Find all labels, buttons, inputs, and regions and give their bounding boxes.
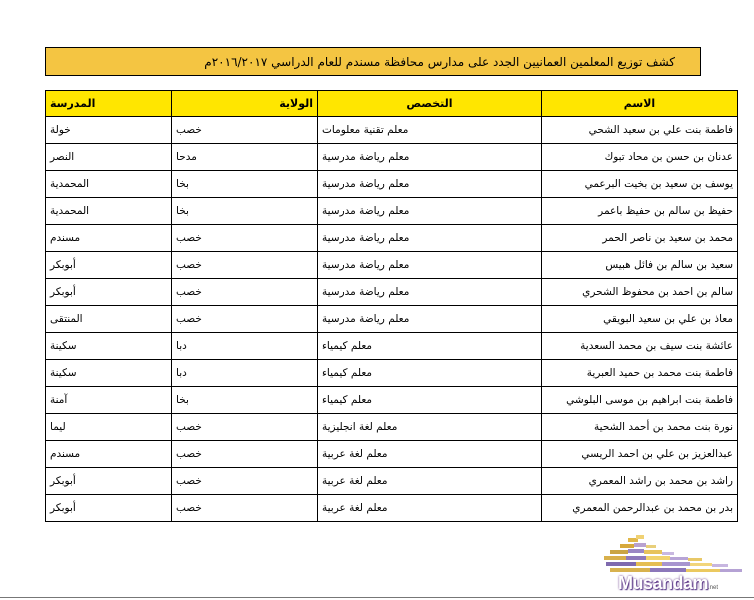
- cell-name: محمد بن سعيد بن ناصر الحمر: [542, 225, 738, 252]
- cell-school: آمنة: [46, 387, 172, 414]
- cell-wilayat: خصب: [172, 252, 318, 279]
- cell-wilayat: خصب: [172, 414, 318, 441]
- cell-specialization: معلم كيمياء: [318, 360, 542, 387]
- cell-name: فاطمة بنت محمد بن حميد العبرية: [542, 360, 738, 387]
- table-body: [46, 117, 738, 522]
- cell-school: سكينة: [46, 333, 172, 360]
- cell-wilayat: خصب: [172, 441, 318, 468]
- cell-specialization: معلم رياضة مدرسية: [318, 144, 542, 171]
- table-row: [46, 414, 738, 441]
- table-row: [46, 279, 738, 306]
- cell-wilayat: خصب: [172, 117, 318, 144]
- cell-name: عائشة بنت سيف بن محمد السعدية: [542, 333, 738, 360]
- table-row: [46, 387, 738, 414]
- teachers-table: [45, 90, 738, 522]
- header-wilayat: الولاية: [172, 91, 318, 117]
- cell-name: نورة بنت محمد بن أحمد الشحية: [542, 414, 738, 441]
- cell-school: سكينة: [46, 360, 172, 387]
- logo-text: Musandam: [618, 573, 709, 593]
- logo-mosaic-icon: [604, 535, 742, 572]
- table-row: [46, 441, 738, 468]
- cell-specialization: معلم كيمياء: [318, 333, 542, 360]
- table-header-row: [46, 91, 738, 117]
- cell-school: أبوبكر: [46, 279, 172, 306]
- cell-name: عدنان بن حسن بن محاد تبوك: [542, 144, 738, 171]
- table-row: [46, 117, 738, 144]
- cell-wilayat: خصب: [172, 306, 318, 333]
- cell-specialization: معلم رياضة مدرسية: [318, 171, 542, 198]
- table-row: [46, 171, 738, 198]
- table-row: [46, 360, 738, 387]
- logo-subtext: .net: [708, 585, 719, 591]
- cell-school: المحمدية: [46, 198, 172, 225]
- cell-specialization: معلم لغة انجليزية: [318, 414, 542, 441]
- cell-wilayat: مدحا: [172, 144, 318, 171]
- cell-school: النصر: [46, 144, 172, 171]
- cell-wilayat: بخا: [172, 387, 318, 414]
- cell-school: خولة: [46, 117, 172, 144]
- cell-specialization: معلم رياضة مدرسية: [318, 279, 542, 306]
- document-title: [45, 47, 701, 76]
- cell-specialization: معلم رياضة مدرسية: [318, 198, 542, 225]
- cell-specialization: معلم كيمياء: [318, 387, 542, 414]
- table-row: [46, 306, 738, 333]
- title-text: كشف توزيع المعلمين العمانيين الجدد على مدارس محافظة مسندم للعام الدراسي ٢٠١٦/٢٠١٧م: [204, 54, 675, 69]
- cell-name: سالم بن احمد بن محفوظ الشحري: [542, 279, 738, 306]
- header-specialization: التخصص: [318, 91, 542, 117]
- cell-name: يوسف بن سعيد بن بخيت البرعمي: [542, 171, 738, 198]
- cell-wilayat: دبا: [172, 333, 318, 360]
- cell-wilayat: خصب: [172, 495, 318, 522]
- table-row: [46, 252, 738, 279]
- table-row: [46, 225, 738, 252]
- cell-school: أبوبكر: [46, 495, 172, 522]
- table-row: [46, 144, 738, 171]
- header-name: الاسم: [542, 91, 738, 117]
- cell-specialization: معلم تقنية معلومات: [318, 117, 542, 144]
- table-row: [46, 198, 738, 225]
- cell-wilayat: دبا: [172, 360, 318, 387]
- table-row: [46, 468, 738, 495]
- bottom-divider: [0, 597, 754, 598]
- table-row: [46, 333, 738, 360]
- cell-wilayat: بخا: [172, 198, 318, 225]
- cell-specialization: معلم رياضة مدرسية: [318, 306, 542, 333]
- cell-name: عبدالعزيز بن علي بن احمد الريسي: [542, 441, 738, 468]
- cell-specialization: معلم لغة عربية: [318, 441, 542, 468]
- cell-name: راشد بن محمد بن راشد المعمري: [542, 468, 738, 495]
- cell-specialization: معلم رياضة مدرسية: [318, 225, 542, 252]
- cell-school: ليما: [46, 414, 172, 441]
- cell-name: معاذ بن علي بن سعيد البويقي: [542, 306, 738, 333]
- cell-school: أبوبكر: [46, 468, 172, 495]
- cell-specialization: معلم لغة عربية: [318, 495, 542, 522]
- cell-name: بدر بن محمد بن عبدالرحمن المعمري: [542, 495, 738, 522]
- cell-specialization: معلم رياضة مدرسية: [318, 252, 542, 279]
- cell-name: حفيظ بن سالم بن حفيظ باعمر: [542, 198, 738, 225]
- cell-name: فاطمة بنت علي بن سعيد الشحي: [542, 117, 738, 144]
- cell-wilayat: خصب: [172, 468, 318, 495]
- cell-wilayat: خصب: [172, 279, 318, 306]
- cell-school: مسندم: [46, 441, 172, 468]
- table-row: [46, 495, 738, 522]
- cell-wilayat: بخا: [172, 171, 318, 198]
- cell-name: فاطمة بنت ابراهيم بن موسى البلوشي: [542, 387, 738, 414]
- cell-school: المحمدية: [46, 171, 172, 198]
- cell-school: مسندم: [46, 225, 172, 252]
- cell-name: سعيد بن سالم بن فائل هبيس: [542, 252, 738, 279]
- header-school: المدرسة: [46, 91, 172, 117]
- cell-school: المنتقى: [46, 306, 172, 333]
- cell-school: أبوبكر: [46, 252, 172, 279]
- cell-wilayat: خصب: [172, 225, 318, 252]
- cell-specialization: معلم لغة عربية: [318, 468, 542, 495]
